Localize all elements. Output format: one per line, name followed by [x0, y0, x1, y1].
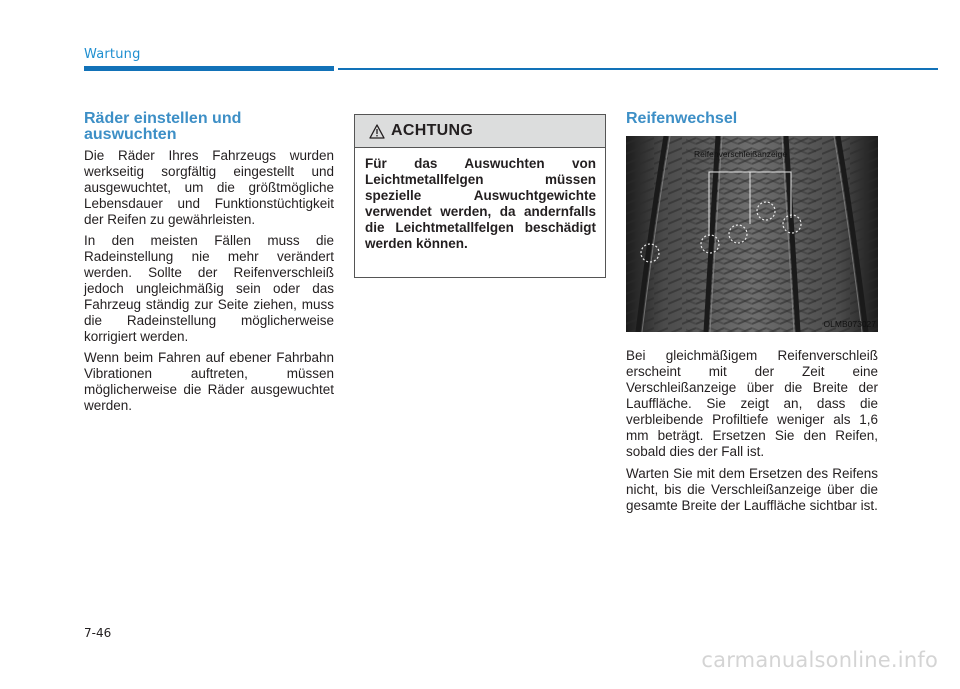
warning-text: Für das Auswuchten von Leichtmetallfelgen müssen spezielle Auswuchtgewichte verwendet werden, da andernfalls die Leichtmetallfelgen beschädigt werden können. [365, 156, 596, 251]
header-rule-thin [338, 68, 938, 70]
tire-tread-illustration [626, 136, 878, 332]
warning-header [355, 115, 605, 148]
warning-title: ACHTUNG [391, 122, 474, 139]
paragraph: In den meisten Fällen muss die Radeinstellung nie mehr verändert werden. Sollte der Reifenverschleiß jedoch ungleichmäßig sein oder das Fahrzeug ständig zur Seite ziehen, muss die Radeinstellung möglicherweise korrigiert werden. [84, 233, 334, 344]
figure-code: OLMB073027 [823, 319, 876, 329]
paragraph: Wenn beim Fahren auf ebener Fahrbahn Vibrationen auftreten, müssen möglicherweise die Räder ausgewuchtet werden. [84, 350, 334, 413]
warning-triangle-icon [369, 124, 385, 139]
heading-wheel-alignment: Räder einstellen und auswuchten [84, 110, 242, 143]
header-rule-thick [84, 66, 334, 71]
warning-box [354, 114, 606, 278]
section-title: Wartung [84, 47, 141, 62]
paragraph: Die Räder Ihres Fahrzeugs wurden werkseitig sorgfältig eingestellt und ausgewuchtet, um die größtmögliche Lebensdauer und Funktionstüchtigkeit der Reifen zu gewährleisten. [84, 148, 334, 227]
left-column [84, 111, 334, 414]
page-number: 7-46 [84, 626, 112, 640]
paragraph: Warten Sie mit dem Ersetzen des Reifens nicht, bis die Verschleißanzeige über die gesamte Breite der Lauffläche sichtbar ist. [626, 466, 878, 513]
tread-wear-indicator-label: Reifenverschleißanzeige [694, 149, 788, 159]
right-column [626, 111, 878, 514]
paragraph: Bei gleichmäßigem Reifenverschleiß erscheint mit der Zeit eine Verschleißanzeige über die Breite der Lauffläche. Sie zeigt an, dass die verbleibende Profiltiefe weniger als 1,6 mm beträgt. Ersetzen Sie den Reifen, sobald dies der Fall ist. [626, 348, 878, 459]
heading-tire-change: Reifenwechsel [626, 110, 738, 127]
watermark: carmanualsonline.info [701, 648, 938, 672]
tire-tread-figure [626, 136, 878, 332]
